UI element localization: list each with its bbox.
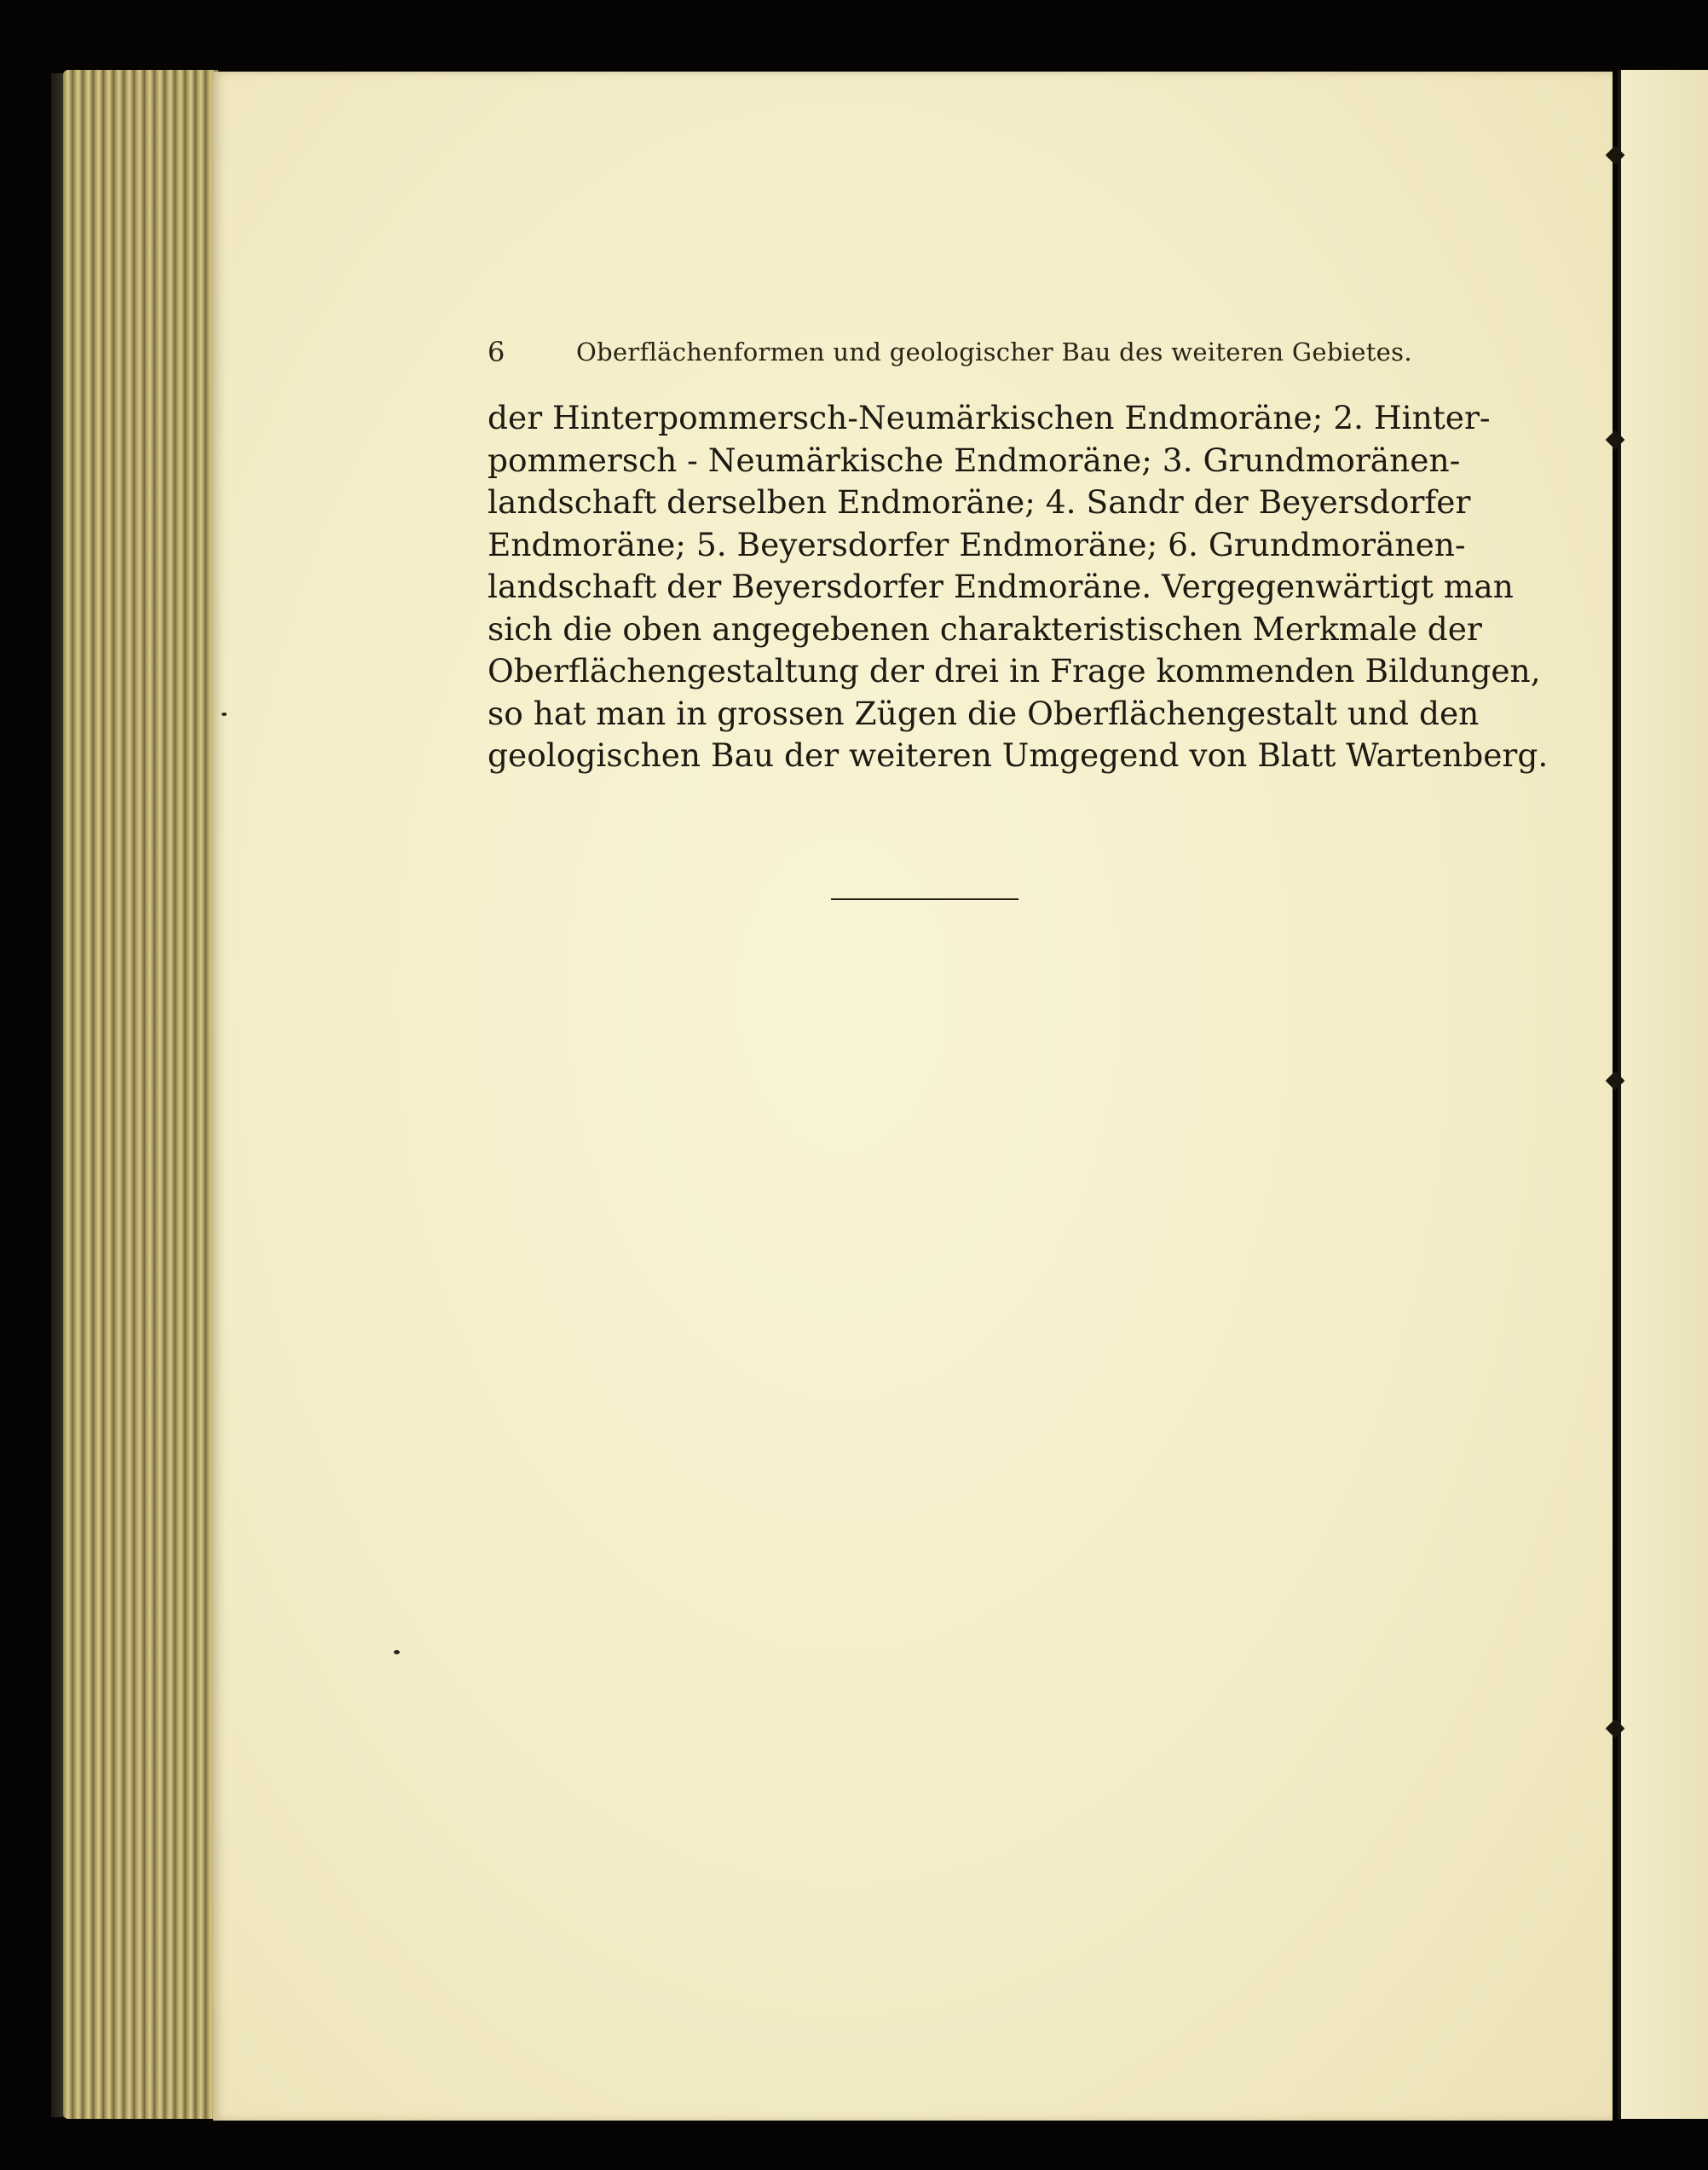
running-title: Oberflächenformen und geologischer Bau des weiteren Gebietes. <box>576 338 1412 366</box>
book-page <box>213 72 1613 2121</box>
text-line: pommersch - Neumärkische Endmoräne; 3. Grundmoränen- <box>488 441 1461 479</box>
text-line: der Hinterpommersch-Neumärkischen Endmoräne; 2. Hinter- <box>488 399 1491 436</box>
paper-speck <box>394 1650 400 1654</box>
next-page-edge <box>1618 70 1708 2119</box>
text-line: geologischen Bau der weiteren Umgegend von Blatt Wartenberg. <box>488 736 1549 774</box>
section-divider <box>831 898 1018 900</box>
running-head <box>488 336 1412 375</box>
body-paragraph <box>488 397 1549 777</box>
text-line: Endmoräne; 5. Beyersdorfer Endmoräne; 6. Grundmoränen- <box>488 525 1466 563</box>
text-line: landschaft derselben Endmoräne; 4. Sandr der Beyersdorfer <box>488 483 1471 521</box>
text-line: sich die oben angegebenen charakteristischen Merkmale der <box>488 609 1482 648</box>
text-line: so hat man in grossen Zügen die Oberflächengestalt und den <box>488 694 1480 732</box>
text-line: landschaft der Beyersdorfer Endmoräne. Vergegenwärtigt man <box>488 568 1514 605</box>
text-line: Oberflächengestaltung der drei in Frage kommenden Bildungen, <box>488 652 1541 690</box>
paper-speck <box>222 713 227 716</box>
page-number: 6 <box>488 336 505 368</box>
book-page-edges <box>63 70 218 2119</box>
